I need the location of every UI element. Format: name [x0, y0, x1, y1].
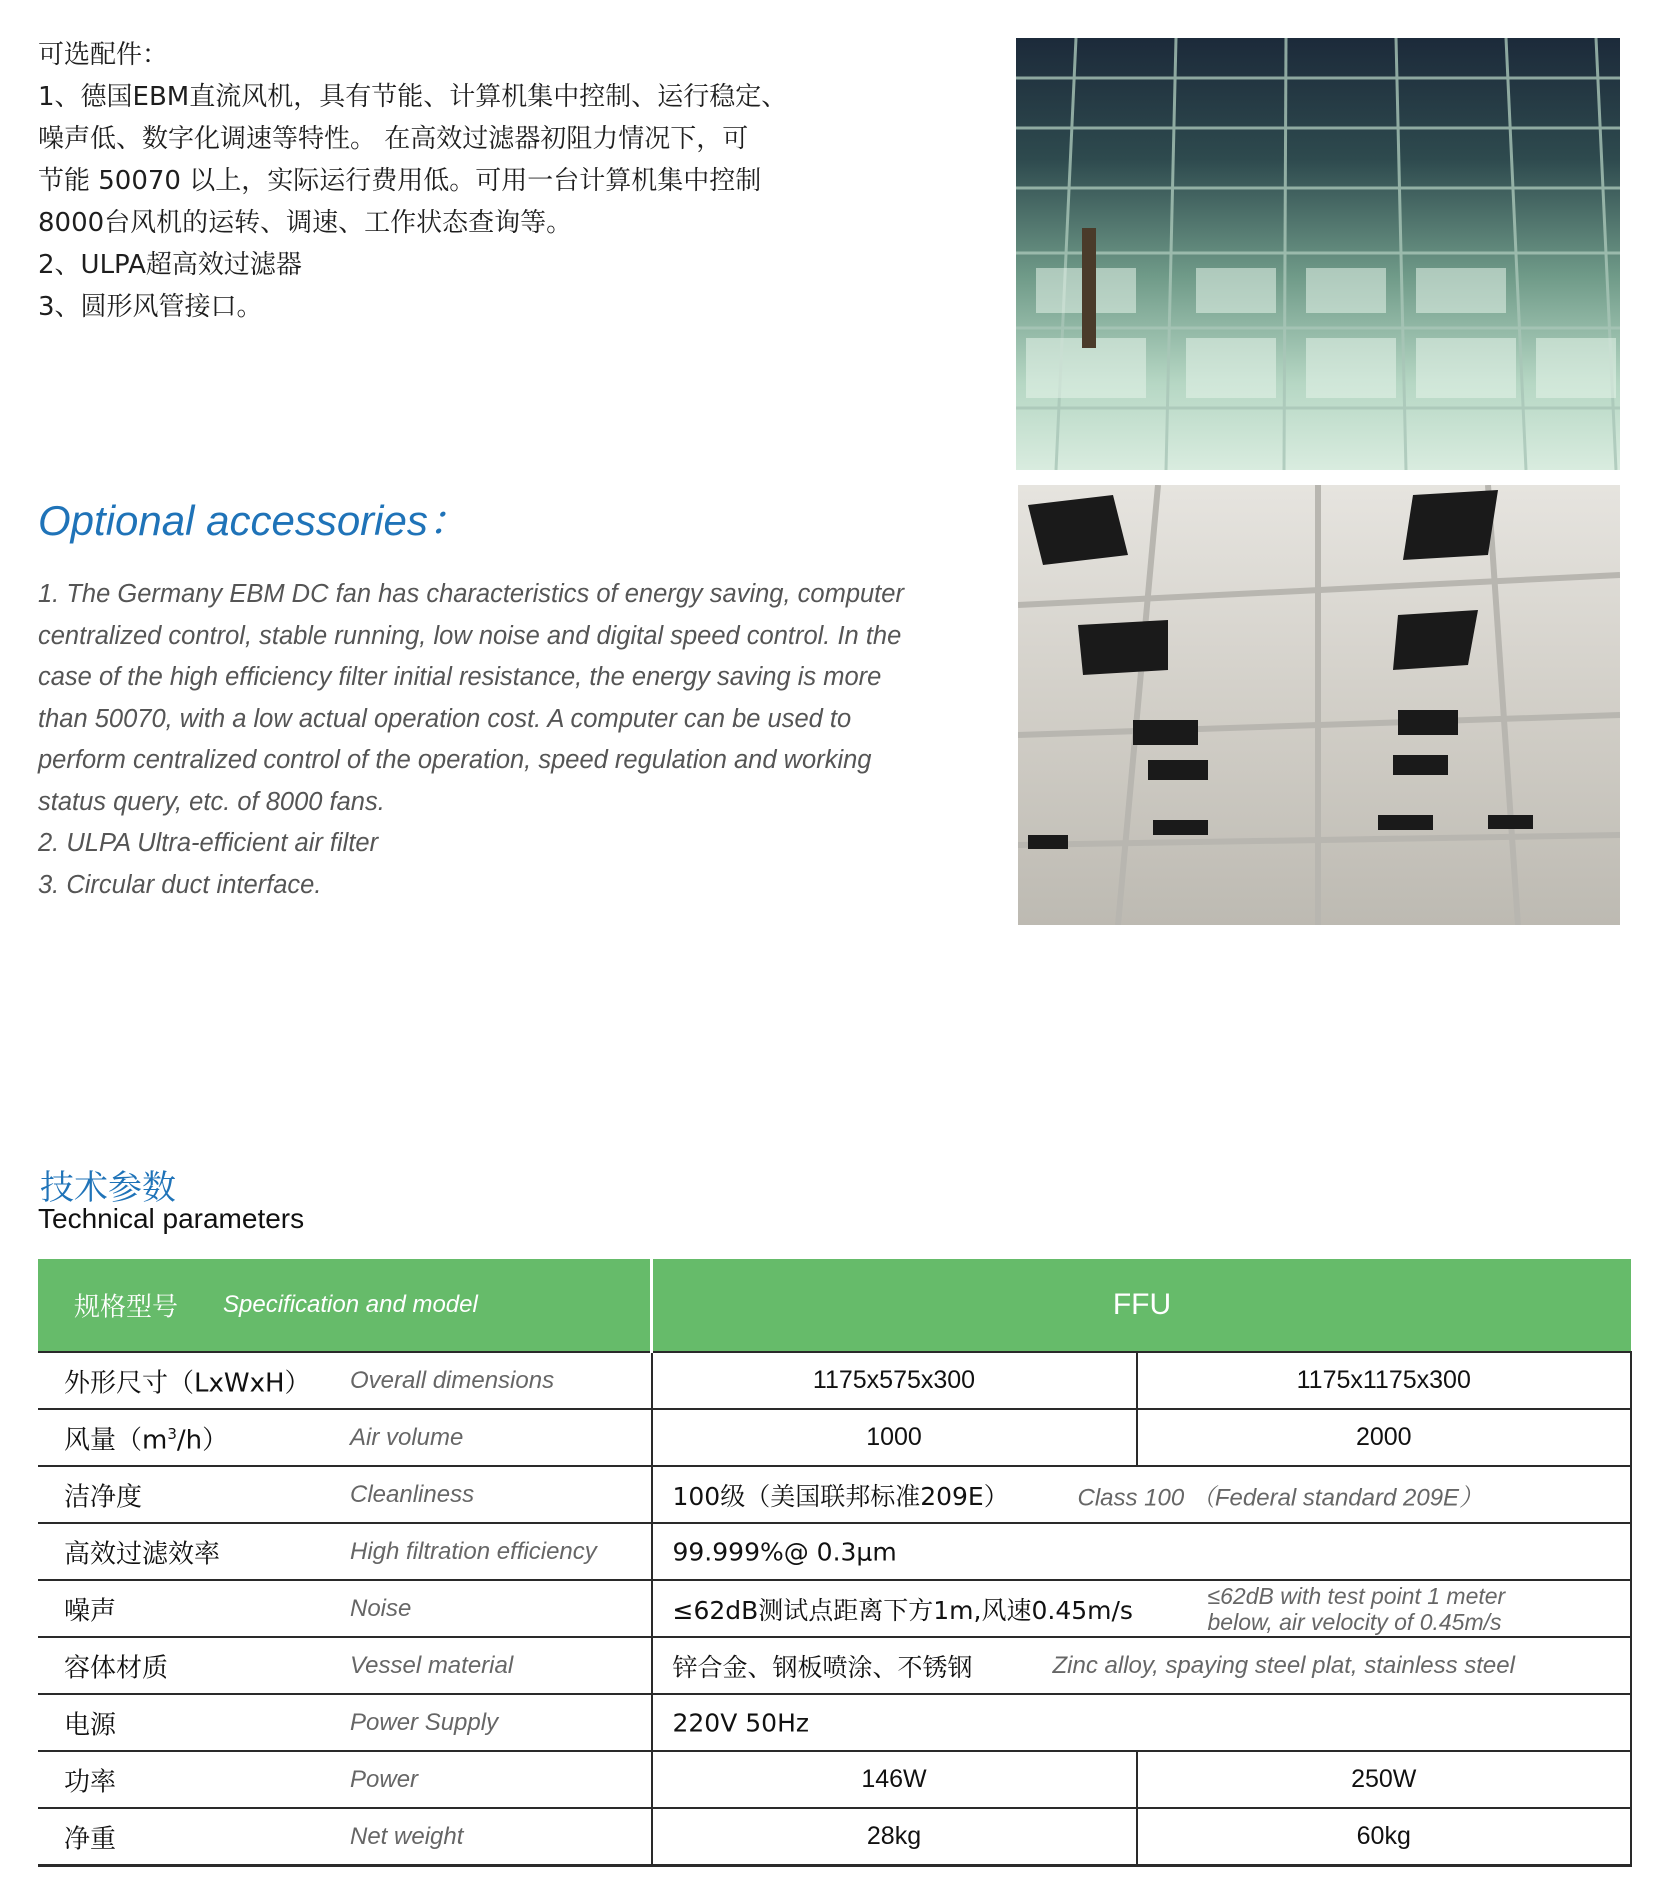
table-row	[38, 1523, 1631, 1580]
row-label-en: Power	[350, 1765, 419, 1793]
header-label-en: Specification and model	[223, 1291, 478, 1318]
value-cell-span	[652, 1523, 1632, 1580]
intro-en-line: case of the high efficiency filter initial resistance, the energy saving is more	[38, 663, 882, 691]
table-row	[38, 1694, 1631, 1751]
intro-en-line: perform centralized control of the operation, speed regulation and working	[38, 746, 872, 774]
intro-cn-line: 节能 50070 以上，实际运行费用低。可用一台计算机集中控制	[38, 166, 762, 196]
value-cell: 60kg	[1137, 1808, 1632, 1866]
intro-en-line: 3. Circular duct interface.	[38, 870, 322, 899]
row-label-en: Cleanliness	[350, 1480, 475, 1508]
intro-cn-heading: 可选配件：	[38, 40, 169, 70]
value-cell-span	[652, 1637, 1632, 1694]
intro-en-line: than 50070, with a low actual operation cost. A computer can be used to	[38, 704, 852, 733]
row-label-en: Power Supply	[350, 1708, 499, 1736]
row-label-cn	[64, 1419, 228, 1456]
value-cell-span	[652, 1694, 1632, 1751]
row-label-cn-text: 风量（m	[64, 1425, 168, 1455]
value-cn: 220V 50Hz	[672, 1708, 809, 1737]
intro-en-line: status query, etc. of 8000 fans.	[38, 787, 385, 816]
optional-accessories-title: Optional accessories：	[38, 497, 470, 544]
ffu-openings-illustration	[1018, 485, 1620, 925]
unit-superscript: 3	[167, 1424, 177, 1443]
value-cell: 1000	[652, 1409, 1137, 1466]
table-header-row	[38, 1259, 1631, 1352]
intro-cn-line: 噪声低、数字化调速等特性。 在高效过滤器初阻力情况下，可	[38, 124, 749, 154]
row-label	[38, 1466, 652, 1523]
row-label-cn: 功率	[64, 1767, 117, 1797]
row-label	[38, 1637, 652, 1694]
value-cn: 99.999%@ 0.3μm	[672, 1537, 897, 1566]
intro-en	[38, 574, 978, 906]
value-cn: 锌合金、钢板喷涂、不锈钢	[672, 1652, 973, 1682]
header-spec-cell	[38, 1259, 652, 1352]
row-label-en: High filtration efficiency	[350, 1537, 597, 1565]
row-label-en: Noise	[350, 1594, 412, 1622]
intro-en-line: 2. ULPA Ultra-efficient air filter	[38, 829, 379, 857]
row-label	[38, 1580, 652, 1637]
cleanroom-ceiling-photo	[1016, 38, 1620, 470]
row-label	[38, 1409, 652, 1466]
row-label	[38, 1808, 652, 1866]
value-en-line: below, air velocity of 0.45m/s	[1207, 1608, 1502, 1635]
intro-cn	[38, 34, 858, 328]
row-label-cn: 洁净度	[64, 1482, 143, 1512]
intro-cn-line: 2、ULPA超高效过滤器	[38, 250, 302, 280]
intro-en-line: centralized control, stable running, low noise and digital speed control. In the	[38, 621, 902, 650]
row-label-cn-tail: /h）	[176, 1425, 229, 1455]
row-label	[38, 1352, 652, 1409]
header-product-cell: FFU	[652, 1259, 1632, 1352]
row-label-cn: 外形尺寸（LxWxH）	[64, 1368, 311, 1398]
value-cell: 146W	[652, 1751, 1137, 1808]
intro-cn-line: 1、德国EBM直流风机，具有节能、计算机集中控制、运行稳定、	[38, 82, 788, 112]
ceiling-grid-illustration	[1016, 38, 1620, 470]
value-en-line: ≤62dB with test point 1 meter	[1207, 1582, 1506, 1609]
row-label-en: Air volume	[350, 1423, 464, 1451]
value-en: Class 100 （Federal standard 209E）	[1077, 1484, 1484, 1511]
value-en: Zinc alloy, spaying steel plat, stainless steel	[1052, 1651, 1515, 1679]
section-title-cn: 技术参数	[40, 1168, 176, 1208]
row-label-cn: 电源	[64, 1710, 117, 1740]
table-row	[38, 1466, 1631, 1523]
technical-parameters-table	[38, 1259, 1632, 1867]
value-cell-span	[652, 1466, 1632, 1523]
row-label-en: Overall dimensions	[350, 1366, 555, 1394]
row-label-cn: 高效过滤效率	[64, 1539, 221, 1569]
row-label-cn: 噪声	[64, 1596, 117, 1626]
ffu-ceiling-photo	[1018, 485, 1620, 925]
header-label-cn: 规格型号	[74, 1292, 179, 1323]
value-cell: 1175x575x300	[652, 1352, 1137, 1409]
value-cell: 2000	[1137, 1409, 1632, 1466]
value-cn: ≤62dB测试点距离下方1m,风速0.45m/s	[672, 1595, 1133, 1625]
table-row	[38, 1808, 1631, 1866]
value-cell: 250W	[1137, 1751, 1632, 1808]
value-cell: 28kg	[652, 1808, 1137, 1866]
table-row	[38, 1637, 1631, 1694]
value-cn: 100级（美国联邦标准209E）	[672, 1481, 1009, 1511]
intro-cn-line: 8000台风机的运转、调速、工作状态查询等。	[38, 208, 573, 238]
value-cell: 1175x1175x300	[1137, 1352, 1632, 1409]
row-label-en: Vessel material	[350, 1651, 514, 1679]
value-cell-span	[652, 1580, 1632, 1637]
row-label-cn: 净重	[64, 1824, 117, 1854]
row-label-en: Net weight	[350, 1822, 464, 1850]
intro-cn-line: 3、圆形风管接口。	[38, 292, 263, 322]
section-title-en: Technical parameters	[38, 1203, 305, 1234]
row-label	[38, 1523, 652, 1580]
row-label-cn: 容体材质	[64, 1653, 169, 1683]
row-label	[38, 1694, 652, 1751]
row-label	[38, 1751, 652, 1808]
table-row	[38, 1352, 1631, 1409]
table-row	[38, 1409, 1631, 1466]
value-en	[1208, 1583, 1506, 1635]
table-row	[38, 1751, 1631, 1808]
intro-en-line: 1. The Germany EBM DC fan has characteristics of energy saving, computer	[38, 580, 904, 608]
table-row	[38, 1580, 1631, 1637]
